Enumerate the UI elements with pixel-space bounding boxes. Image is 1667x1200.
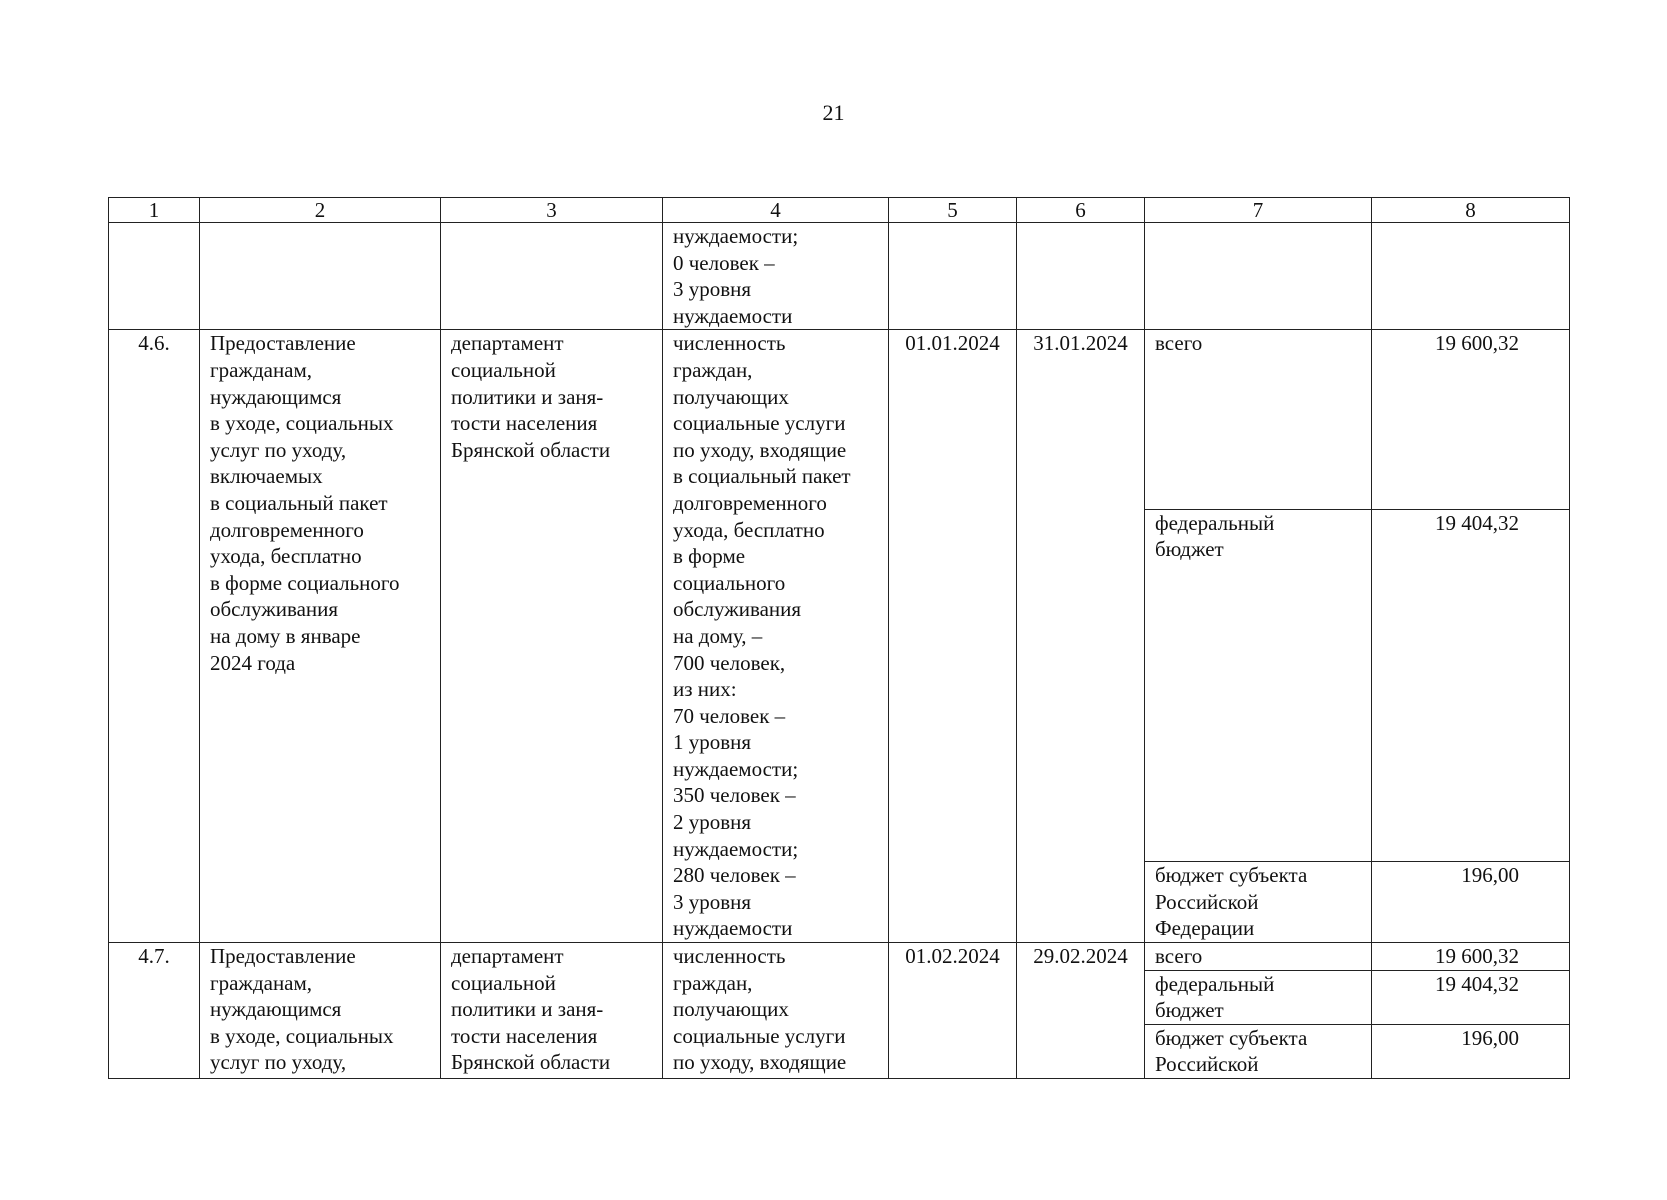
column-number: 6 — [1017, 198, 1145, 223]
end-date-cell: 29.02.2024 — [1017, 943, 1145, 1079]
indicator-cell: численность граждан, получающих социальные услуги по уходу, входящие — [663, 943, 889, 1079]
funding-amount-cell: 196,00 — [1372, 1024, 1570, 1078]
funding-amount-cell: 19 404,32 — [1372, 970, 1570, 1024]
funding-source-cell: бюджет субъекта Российской — [1145, 1024, 1372, 1078]
column-number: 5 — [889, 198, 1017, 223]
table-row — [109, 943, 1570, 971]
funding-amount-cell — [1372, 223, 1570, 330]
funding-amount-cell: 19 404,32 — [1372, 509, 1570, 861]
item-number-cell: 4.7. — [109, 943, 200, 1079]
start-date-cell: 01.02.2024 — [889, 943, 1017, 1079]
column-number: 3 — [441, 198, 663, 223]
column-number: 4 — [663, 198, 889, 223]
item-number-cell — [109, 223, 200, 330]
indicator-cell: численность граждан, получающих социальные услуги по уходу, входящие в социальный пакет долговременного ухода, бесплатно в форме социального обслуживания на дому, – 700 человек, из них: 70 человек – 1 уровня нуждаемости; 350 человек – 2 уровня нуждаемости; 280 человек – 3 уровня нуждаемости — [663, 330, 889, 943]
responsible-cell: департамент социальной политики и заня- тости населения Брянской области — [441, 330, 663, 943]
start-date-cell: 01.01.2024 — [889, 330, 1017, 943]
item-name-cell — [200, 223, 441, 330]
program-table — [108, 197, 1570, 1079]
item-number-cell: 4.6. — [109, 330, 200, 943]
column-number: 7 — [1145, 198, 1372, 223]
funding-amount-cell: 19 600,32 — [1372, 943, 1570, 971]
funding-amount-cell: 196,00 — [1372, 862, 1570, 943]
funding-source-cell: бюджет субъекта Российской Федерации — [1145, 862, 1372, 943]
column-number: 8 — [1372, 198, 1570, 223]
funding-source-cell — [1145, 223, 1372, 330]
column-number-row — [109, 198, 1570, 223]
end-date-cell: 31.01.2024 — [1017, 330, 1145, 943]
funding-source-cell: всего — [1145, 330, 1372, 509]
column-number: 2 — [200, 198, 441, 223]
indicator-cell: нуждаемости; 0 человек – 3 уровня нуждаемости — [663, 223, 889, 330]
carryover-row — [109, 223, 1570, 330]
end-date-cell — [1017, 223, 1145, 330]
funding-source-cell: всего — [1145, 943, 1372, 971]
item-name-cell: Предоставление гражданам, нуждающимся в уходе, социальных услуг по уходу, — [200, 943, 441, 1079]
start-date-cell — [889, 223, 1017, 330]
item-name-cell: Предоставление гражданам, нуждающимся в уходе, социальных услуг по уходу, включаемых в социальный пакет долговременного ухода, бесплатно в форме социального обслуживания на дому в январе 2024 года — [200, 330, 441, 943]
funding-source-cell: федеральный бюджет — [1145, 509, 1372, 861]
table-row — [109, 330, 1570, 509]
funding-source-cell: федеральный бюджет — [1145, 970, 1372, 1024]
responsible-cell — [441, 223, 663, 330]
responsible-cell: департамент социальной политики и заня- тости населения Брянской области — [441, 943, 663, 1079]
column-number: 1 — [109, 198, 200, 223]
funding-amount-cell: 19 600,32 — [1372, 330, 1570, 509]
page-number: 21 — [822, 100, 845, 125]
